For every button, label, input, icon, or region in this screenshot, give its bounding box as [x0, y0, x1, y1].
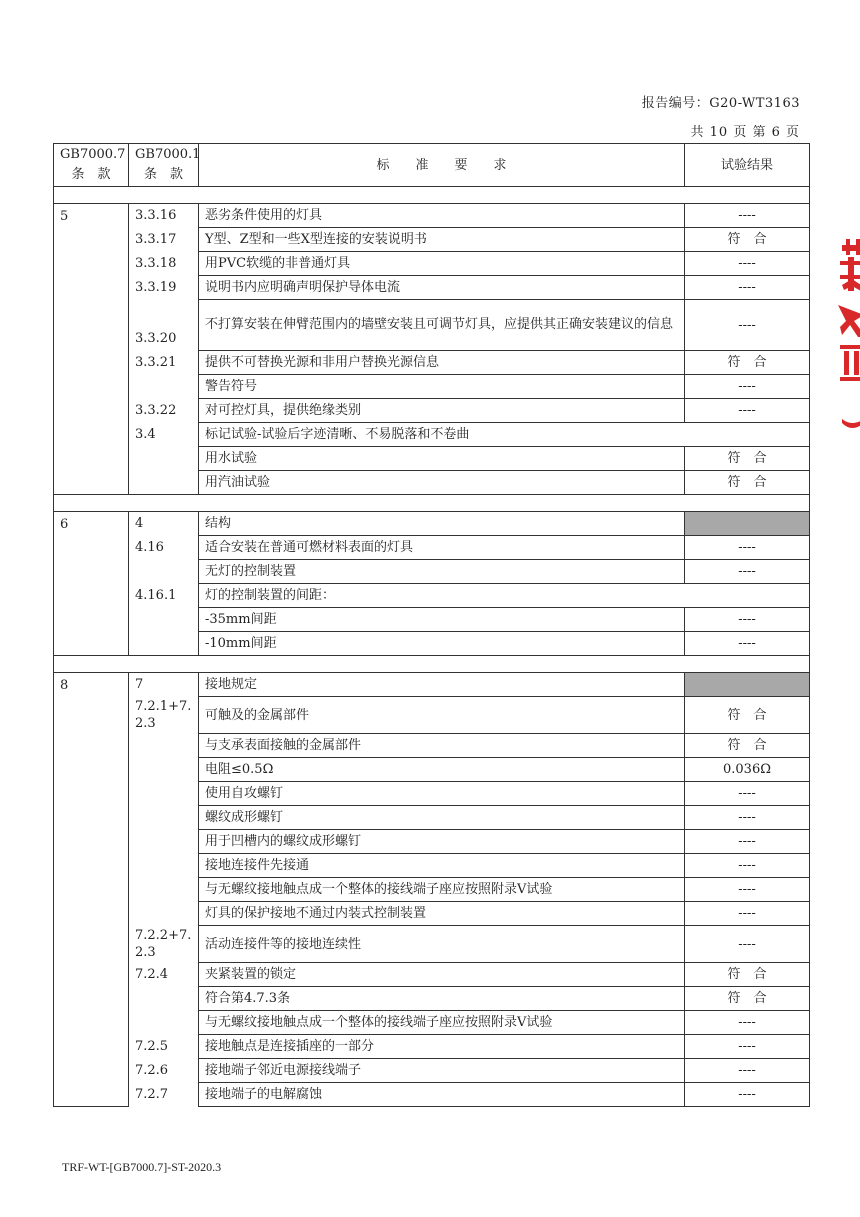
result-cell: ----	[685, 926, 810, 963]
header-gb70001-clause: GB7000.1 条 款	[129, 144, 199, 187]
requirement-cell: 电阻≤0.5Ω	[199, 758, 685, 782]
table-row	[54, 351, 810, 375]
result-cell: 符 合	[685, 734, 810, 758]
page-info: 共 10 页 第 6 页	[690, 125, 800, 140]
table-row	[54, 375, 810, 399]
table-row	[54, 878, 810, 902]
gb70001-clause-cell: 3.3.18	[129, 252, 199, 276]
requirement-cell: 符合第4.7.3条	[199, 987, 685, 1011]
gb70001-clause-cell	[129, 806, 199, 830]
result-cell: ----	[685, 1035, 810, 1059]
table-row	[54, 902, 810, 926]
table-row	[54, 734, 810, 758]
result-cell: ----	[685, 276, 810, 300]
table-header-row	[54, 144, 810, 187]
table-row	[54, 673, 810, 697]
separator-cell	[54, 495, 810, 512]
table-row	[54, 252, 810, 276]
table-row	[54, 399, 810, 423]
result-cell: ----	[685, 632, 810, 656]
result-cell: 符 合	[685, 351, 810, 375]
gb70001-clause-cell	[129, 471, 199, 495]
requirement-cell: 螺纹成形螺钉	[199, 806, 685, 830]
table-row	[54, 584, 810, 608]
requirement-cell: 可触及的金属部件	[199, 697, 685, 734]
requirement-cell: 接地端子的电解腐蚀	[199, 1083, 685, 1107]
gb70001-clause-cell	[129, 1011, 199, 1035]
table-body	[54, 187, 810, 1107]
result-cell: ----	[685, 830, 810, 854]
result-cell: 符 合	[685, 697, 810, 734]
gb70001-clause-cell	[129, 854, 199, 878]
table-row	[54, 228, 810, 252]
gb70001-clause-cell	[129, 830, 199, 854]
gb70001-clause-cell: 7.2.6	[129, 1059, 199, 1083]
gb70001-clause-cell	[129, 987, 199, 1011]
seal-glyph-3	[840, 345, 860, 381]
table-row	[54, 300, 810, 351]
table-row	[54, 536, 810, 560]
gb70001-clause-cell: 7	[129, 673, 199, 697]
requirement-cell: 活动连接件等的接地连续性	[199, 926, 685, 963]
result-cell	[685, 673, 810, 697]
seal-glyph-2	[840, 257, 860, 291]
requirement-cell: 用PVC软缆的非普通灯具	[199, 252, 685, 276]
table-row	[54, 830, 810, 854]
table-row	[54, 632, 810, 656]
result-cell: ----	[685, 204, 810, 228]
test-results-table	[53, 143, 810, 1107]
result-cell: ----	[685, 252, 810, 276]
table-row	[54, 782, 810, 806]
table-row	[54, 806, 810, 830]
requirement-cell: 适合安装在普通可燃材料表面的灯具	[199, 536, 685, 560]
requirement-cell: 恶劣条件使用的灯具	[199, 204, 685, 228]
header-result: 试验结果	[685, 144, 810, 187]
gb70001-clause-cell	[129, 734, 199, 758]
gb70001-clause-cell: 3.3.17	[129, 228, 199, 252]
table-row	[54, 1035, 810, 1059]
requirement-cell: 与无螺纹接地触点成一个整体的接线端子座应按照附录V试验	[199, 878, 685, 902]
gb70001-clause-cell: 7.2.5	[129, 1035, 199, 1059]
gb70001-clause-cell	[129, 878, 199, 902]
result-cell: ----	[685, 878, 810, 902]
gb70001-clause-cell	[129, 560, 199, 584]
requirement-cell: 接地触点是连接插座的一部分	[199, 1035, 685, 1059]
table-row	[54, 926, 810, 963]
requirement-cell: 结构	[199, 512, 685, 536]
result-cell: 符 合	[685, 471, 810, 495]
requirement-cell: 使用自攻螺钉	[199, 782, 685, 806]
table-row	[54, 987, 810, 1011]
result-cell: ----	[685, 1059, 810, 1083]
gb70007-clause-cell: 8	[54, 673, 129, 1107]
requirement-cell: 警告符号	[199, 375, 685, 399]
result-cell: ----	[685, 806, 810, 830]
requirement-cell: 与支承表面接触的金属部件	[199, 734, 685, 758]
seal-star	[838, 305, 860, 337]
table-row	[54, 854, 810, 878]
result-cell: 符 合	[685, 447, 810, 471]
result-cell: ----	[685, 300, 810, 351]
result-cell: ----	[685, 1011, 810, 1035]
gb70001-clause-cell: 7.2.4	[129, 963, 199, 987]
seal-glyph-1	[842, 239, 860, 255]
table-row	[54, 471, 810, 495]
requirement-cell: 接地端子邻近电源接线端子	[199, 1059, 685, 1083]
table-row	[54, 447, 810, 471]
gb70001-clause-cell: 7.2.2+7.2.3	[129, 926, 199, 963]
section-separator	[54, 187, 810, 204]
table-row	[54, 697, 810, 734]
table-row	[54, 512, 810, 536]
gb70001-clause-cell: 4	[129, 512, 199, 536]
gb70001-clause-cell	[129, 608, 199, 632]
result-cell: 符 合	[685, 228, 810, 252]
result-cell: ----	[685, 560, 810, 584]
requirement-cell: 不打算安装在伸臂范围内的墙壁安装且可调节灯具，应提供其正确安装建议的信息	[199, 300, 685, 351]
gb70001-clause-cell: 4.16.1	[129, 584, 199, 608]
requirement-cell: 灯的控制装置的间距：	[199, 584, 810, 608]
requirement-cell: 与无螺纹接地触点成一个整体的接线端子座应按照附录V试验	[199, 1011, 685, 1035]
result-cell: ----	[685, 399, 810, 423]
gb70001-clause-cell	[129, 447, 199, 471]
table-row	[54, 1059, 810, 1083]
requirement-cell: 灯具的保护接地不通过内装式控制装置	[199, 902, 685, 926]
requirement-cell: 用汽油试验	[199, 471, 685, 495]
report-number: 报告编号：G20-WT3163	[641, 96, 800, 111]
requirement-cell: 标记试验-试验后字迹清晰、不易脱落和不卷曲	[199, 423, 810, 447]
requirement-cell: 提供不可替换光源和非用户替换光源信息	[199, 351, 685, 375]
section-separator	[54, 495, 810, 512]
result-cell: 符 合	[685, 963, 810, 987]
result-cell: ----	[685, 854, 810, 878]
separator-cell	[54, 187, 810, 204]
table-row	[54, 204, 810, 228]
gb70001-clause-cell	[129, 902, 199, 926]
result-cell	[685, 512, 810, 536]
gb70007-clause-cell: 6	[54, 512, 129, 656]
red-seal-stamp	[836, 235, 860, 440]
gb70001-clause-cell: 4.16	[129, 536, 199, 560]
result-cell: ----	[685, 608, 810, 632]
seal-arc	[842, 419, 860, 428]
requirement-cell: Y型、Z型和一些X型连接的安装说明书	[199, 228, 685, 252]
gb70001-clause-cell: 7.2.7	[129, 1083, 199, 1107]
gb70007-clause-cell: 5	[54, 204, 129, 495]
gb70001-clause-cell	[129, 782, 199, 806]
separator-cell	[54, 656, 810, 673]
requirement-cell: 用水试验	[199, 447, 685, 471]
result-cell: ----	[685, 536, 810, 560]
requirement-cell: -10mm间距	[199, 632, 685, 656]
gb70001-clause-cell: 3.3.16	[129, 204, 199, 228]
table-row	[54, 758, 810, 782]
gb70001-clause-cell	[129, 375, 199, 399]
table-row	[54, 276, 810, 300]
table-row	[54, 560, 810, 584]
requirement-cell: 无灯的控制装置	[199, 560, 685, 584]
requirement-cell: 接地连接件先接通	[199, 854, 685, 878]
header-requirement: 标 准 要 求	[199, 144, 685, 187]
result-cell: 符 合	[685, 987, 810, 1011]
table-row	[54, 608, 810, 632]
requirement-cell: -35mm间距	[199, 608, 685, 632]
gb70001-clause-cell: 7.2.1+7.2.3	[129, 697, 199, 734]
gb70001-clause-cell: 3.3.22	[129, 399, 199, 423]
result-cell: ----	[685, 1083, 810, 1107]
table-row	[54, 963, 810, 987]
section-separator	[54, 656, 810, 673]
table-row	[54, 423, 810, 447]
result-cell: ----	[685, 782, 810, 806]
gb70001-clause-cell: 3.3.20	[129, 300, 199, 351]
result-cell: ----	[685, 375, 810, 399]
requirement-cell: 用于凹槽内的螺纹成形螺钉	[199, 830, 685, 854]
gb70001-clause-cell	[129, 632, 199, 656]
requirement-cell: 说明书内应明确声明保护导体电流	[199, 276, 685, 300]
requirement-cell: 对可控灯具，提供绝缘类别	[199, 399, 685, 423]
result-cell: 0.036Ω	[685, 758, 810, 782]
header-gb70007-clause: GB7000.7 条 款	[54, 144, 129, 187]
form-code: TRF-WT-[GB7000.7]-ST-2020.3	[62, 1160, 222, 1174]
gb70001-clause-cell: 3.4	[129, 423, 199, 447]
gb70001-clause-cell	[129, 758, 199, 782]
requirement-cell: 夹紧装置的锁定	[199, 963, 685, 987]
requirement-cell: 接地规定	[199, 673, 685, 697]
table-row	[54, 1011, 810, 1035]
gb70001-clause-cell: 3.3.21	[129, 351, 199, 375]
gb70001-clause-cell: 3.3.19	[129, 276, 199, 300]
result-cell: ----	[685, 902, 810, 926]
table-row	[54, 1083, 810, 1107]
